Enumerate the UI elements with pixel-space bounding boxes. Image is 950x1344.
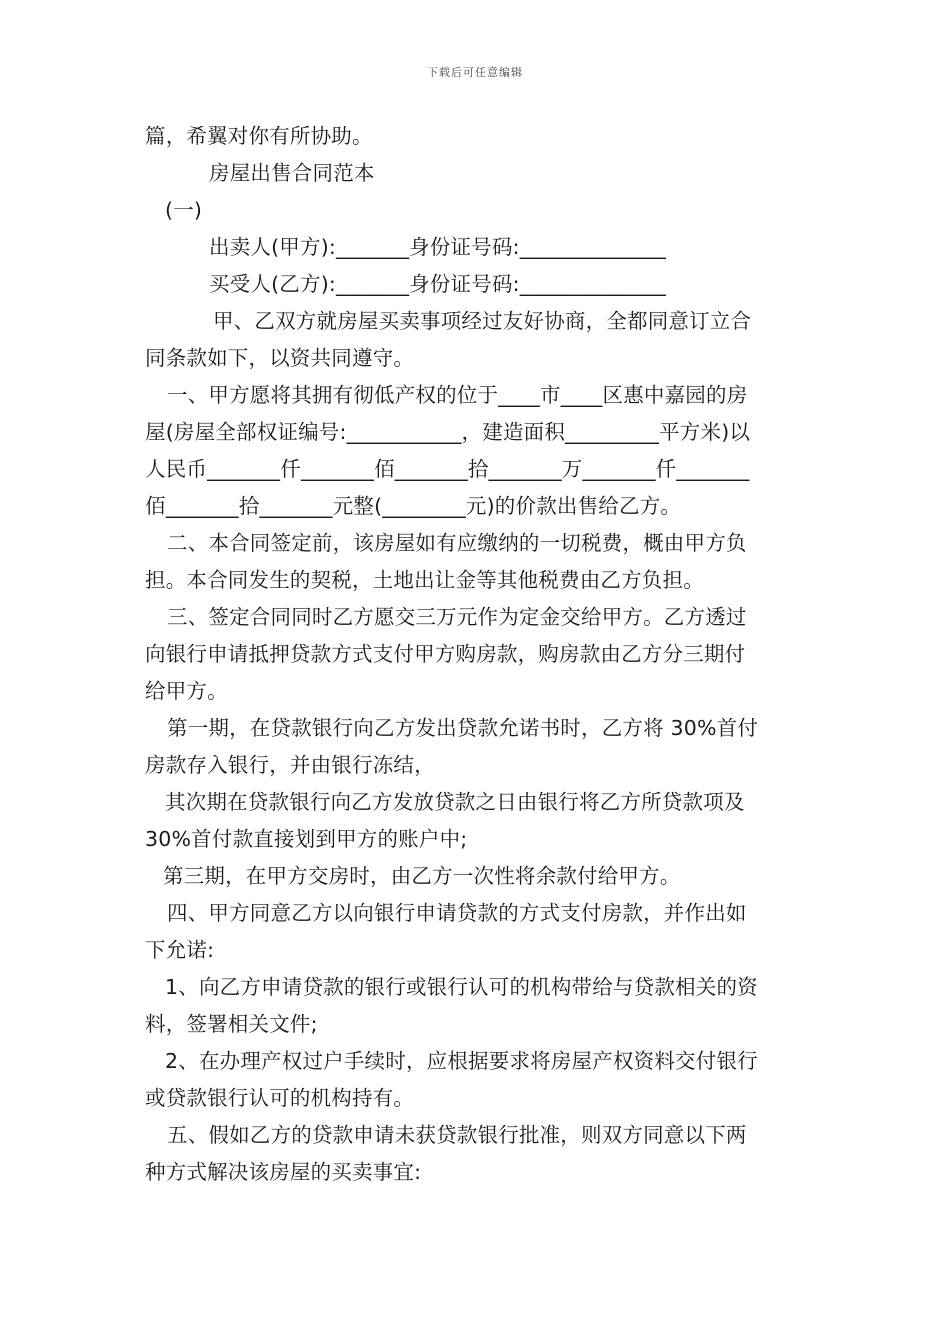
clause-4-line: 下允诺: (145, 938, 215, 962)
clause-4-line: 四、甲方同意乙方以向银行申请贷款的方式支付房款，并作出如 (167, 901, 747, 925)
buyer-field-line: 买受人(乙方):_______身份证号码:______________ (209, 272, 667, 296)
promise-1-line: 料，签署相关文件; (145, 1012, 318, 1036)
text-line: 甲、乙双方就房屋买卖事项经过友好协商，全都同意订立合 (213, 309, 752, 333)
installment-2-line: 其次期在贷款银行向乙方发放贷款之日由银行将乙方所贷款项及 (165, 790, 745, 814)
clause-3-line: 向银行申请抵押贷款方式支付甲方购房款，购房款由乙方分三期付 (145, 642, 746, 666)
promise-2-line: 或贷款银行认可的机构持有。 (145, 1086, 415, 1110)
clause-5-line: 种方式解决该房屋的买卖事宜: (145, 1160, 422, 1184)
text-line: 篇，希翼对你有所协助。 (145, 124, 373, 148)
page-header: 下载后可任意编辑 (427, 66, 523, 79)
clause-1-line: 人民币_______仟_______佰_______拾_______万_______仟_______ (145, 457, 750, 481)
document-title: 房屋出售合同范本 (209, 161, 375, 185)
clause-2-line: 二、本合同签定前，该房屋如有应缴纳的一切税费，概由甲方负 (167, 531, 747, 555)
seller-field-line: 出卖人(甲方):_______身份证号码:______________ (209, 235, 667, 259)
clause-1-line: 一、甲方愿将其拥有彻低产权的位于____市____区惠中嘉园的房 (167, 383, 748, 407)
clause-1-line: 佰_______拾_______元整(________元)的价款出售给乙方。 (145, 494, 682, 518)
clause-5-line: 五、假如乙方的贷款申请未获贷款银行批准，则双方同意以下两 (167, 1123, 747, 1147)
text-line: 同条款如下，以资共同遵守。 (145, 346, 415, 370)
clause-1-line: 屋(房屋全部权证编号:___________，建造面积_________平方米)以 (145, 420, 751, 444)
promise-1-line: 1、向乙方申请贷款的银行或银行认可的机构带给与贷款相关的资 (165, 975, 758, 999)
clause-3-line: 三、签定合同同时乙方愿交三万元作为定金交给甲方。乙方透过 (167, 605, 747, 629)
installment-2-line: 30%首付款直接划到甲方的账户中; (145, 827, 468, 851)
clause-3-line: 给甲方。 (145, 679, 228, 703)
installment-3-line: 第三期，在甲方交房时，由乙方一次性将余款付给甲方。 (163, 864, 681, 888)
section-number: (一) (165, 198, 203, 222)
installment-1-line: 第一期，在贷款银行向乙方发出贷款允诺书时，乙方将 30%首付 (167, 716, 759, 740)
promise-2-line: 2、在办理产权过户手续时，应根据要求将房屋产权资料交付银行 (165, 1049, 758, 1073)
installment-1-line: 房款存入银行，并由银行冻结， (145, 753, 435, 777)
clause-2-line: 担。本合同发生的契税，土地出让金等其他税费由乙方负担。 (145, 568, 704, 592)
document-body (145, 118, 807, 1191)
